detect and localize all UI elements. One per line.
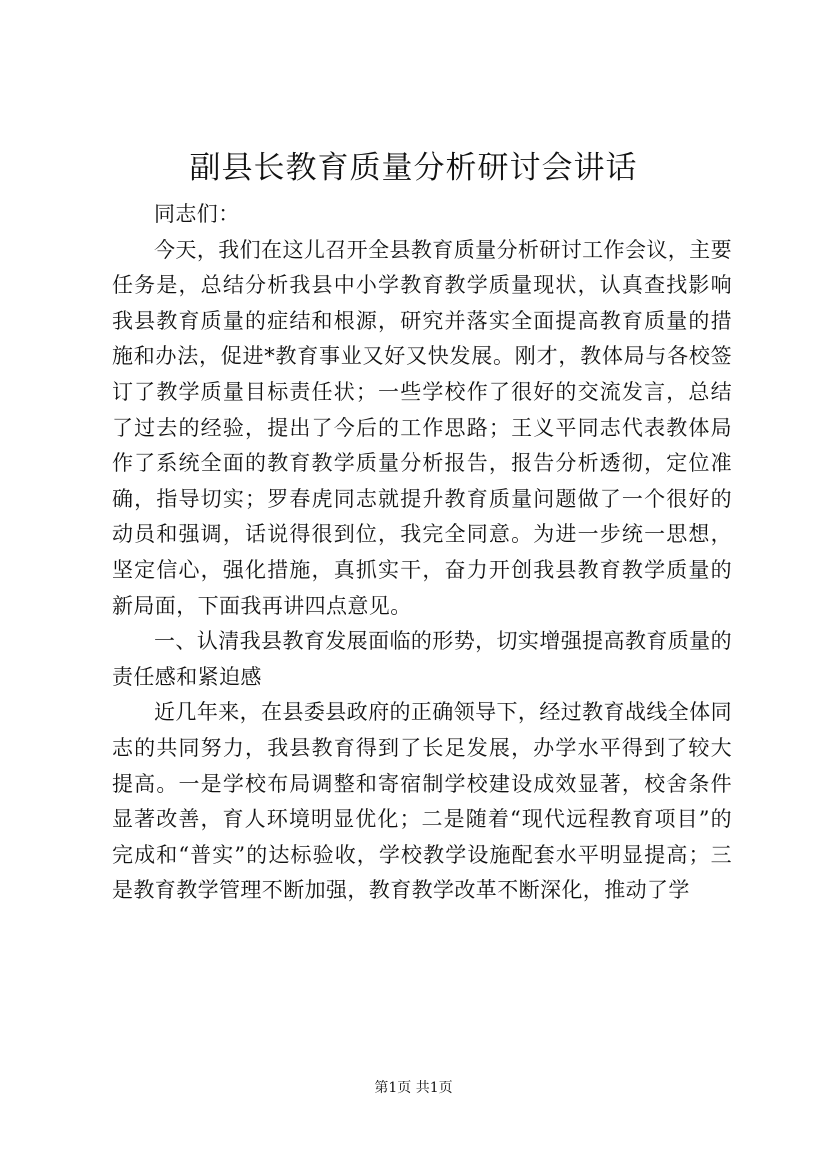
- document-body: [112, 197, 732, 909]
- section-heading-paragraph: 一、认清我县教育发展面临的形势，切实增强提高教育质量的责任感和紧迫感: [112, 629, 732, 689]
- body-paragraph: 近几年来，在县委县政府的正确领导下，经过教育战线全体同志的共同努力，我县教育得到了长足发展，办学水平得到了较大提高。一是学校布局调整和寄宿制学校建设成效显著，校舍条件显著改善，育人环境明显优化；二是随着“现代远程教育项目”的完成和“普实”的达标验收，学校教学设施配套水平明显提高；三是教育教学管理不断加强，教育教学改革不断深化，推动了学: [112, 700, 732, 903]
- page-footer: 第1页 共1页: [374, 1080, 453, 1096]
- salutation-paragraph: 同志们：: [154, 202, 240, 226]
- document-title: 副县长教育质量分析研讨会讲话: [189, 150, 638, 186]
- intro-paragraph: 今天，我们在这儿召开全县教育质量分析研讨工作会议，主要任务是，总结分析我县中小学教育教学质量现状，认真查找影响我县教育质量的症结和根源，研究并落实全面提高教育质量的措施和办法，促进*教育事业又好又快发展。刚才，教体局与各校签订了教学质量目标责任状；一些学校作了很好的交流发言，总结了过去的经验，提出了今后的工作思路；王义平同志代表教体局作了系统全面的教育教学质量分析报告，报告分析透彻，定位准确，指导切实；罗春虎同志就提升教育质量问题做了一个很好的动员和强调，话说得很到位，我完全同意。为进一步统一思想，坚定信心，强化措施，真抓实干，奋力开创我县教育教学质量的新局面，下面我再讲四点意见。: [112, 237, 732, 618]
